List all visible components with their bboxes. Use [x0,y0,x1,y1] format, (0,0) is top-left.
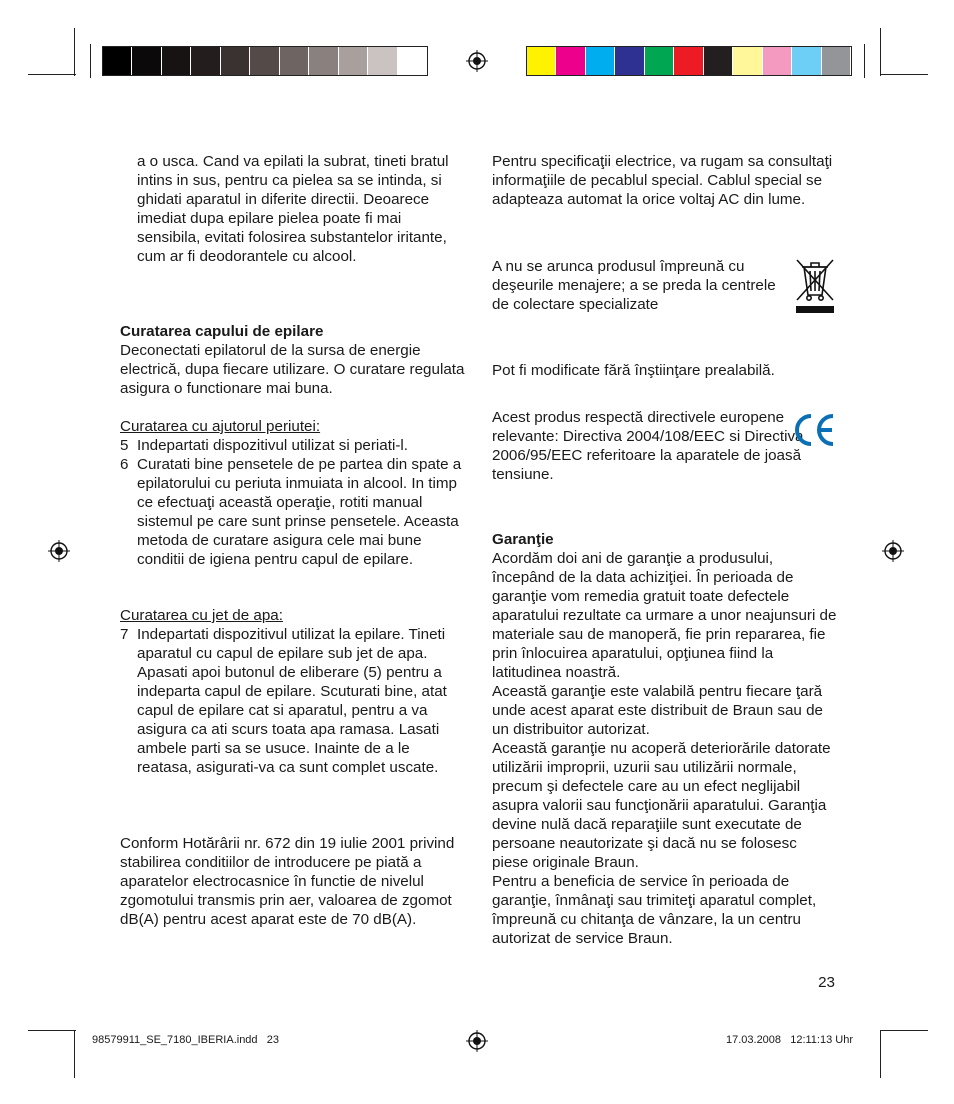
cleaning-intro-paragraph: Deconectati epilatorul de la sursa de energie electrică, dupa fiecare utilizare. O curatare regulata asigura o functionare mai buna. [120,342,465,397]
warranty-body [492,549,837,948]
footer-datetime: 17.03.2008 12:11:13 Uhr [725,1034,853,1046]
color-swatch [132,47,161,75]
crop-mark [74,28,75,76]
left-intro-paragraph: a o usca. Cand va epilati la subrat, tineti bratul intins in sus, pentru ca pielea sa se intinda, si ghidati aparatul in diferite directii. Deoarece imediat dupa epilare pielea poate fi mai sensibila, evitati folosirea substantelor iritante, cum ar fi deodorantele cu alcool. [137,153,449,265]
color-swatch [763,47,792,75]
registration-mark-icon [48,540,70,562]
crop-mark [864,44,865,78]
color-swatch [556,47,585,75]
warranty-paragraph: Acordăm doi ani de garanţie a produsului, începând de la data achiziţiei. În perioada de garanţie vom remedia gratuit toate defectele aparatului rezultate ca urmare a unor neajunsuri de materiale sau de manoperă, fie prin repararea, fie prin înlocuirea aparatului, opţiunea fiind la latitudinea noastră. [492,550,837,681]
list-item-number: 5 [120,437,129,454]
crop-mark [28,1030,76,1031]
color-calibration-bar [526,46,852,76]
subheading-water-text: Curatarea cu jet de apa: [120,607,283,624]
color-swatch [398,47,427,75]
list-item-text: Indepartati dispozitivul utilizat la epilare. Tineti aparatul cu capul de epilare sub jet de apa. Apasati apoi butonul de eliberare (5) pentru a indeparta capul de epilare. Scuturati bine, atat capul de epilare cat si aparatul, pentru a va asigura ca ati scurs toata apa ramasa. Lasati ambele parti sa se usuce. Inainte de a le reatasa, asigurati-va ca sunt complet uscate. [137,626,447,776]
modification-notice: Pot fi modificate fără înştiinţare prealabilă. [492,362,775,379]
warranty-paragraph: Această garanţie este valabilă pentru fiecare ţară unde acest aparat este distribuit de Braun sau de un distribuitor autorizat. [492,683,823,738]
color-swatch [191,47,220,75]
crop-mark [74,1030,75,1078]
color-swatch [527,47,556,75]
noise-regulation-paragraph: Conform Hotărârii nr. 672 din 19 iulie 2001 privind stabilirea conditiilor de introducere pe piată a aparatelor electrocasnice în functie de nivelul zgomotului transmis prin aer, valoarea de zgomot dB(A) pentru acest aparat este de 70 dB(A). [120,835,455,928]
color-swatch [103,47,132,75]
crop-mark [880,1030,881,1078]
grayscale-calibration-bar [102,46,428,76]
crop-mark [880,28,881,76]
warranty-heading: Garanţie [492,531,554,548]
list-item-number: 7 [120,626,129,643]
registration-mark-icon [466,1030,488,1052]
color-swatch [792,47,821,75]
warranty-paragraph: Pentru a beneficia de service în perioada de garanţie, înmânaţi sau trimiteţi aparatul complet, împreună cu chitanţa de vânzare, la un centru autorizat de service Braun. [492,873,817,947]
subheading-brush-cleaning [120,417,320,436]
color-swatch [221,47,250,75]
list-item [120,436,465,455]
registration-mark-icon [466,50,488,72]
color-swatch [309,47,338,75]
list-item-text: Curatati bine pensetele de pe partea din spate a epilatorului cu periuta inmuiata in alcool. In timp ce efectuaţi această operaţie, rotiti manual sistemul pe care sunt prinse pensetele. Aceasta metoda de curatare asigura cele mai bune conditii de igiena pentru capul de epilare. [137,456,462,568]
page-number: 23 [818,974,835,991]
warranty-paragraph: Această garanţie nu acoperă deteriorările datorate utilizării improprii, uzurii sau utilizării normale, precum şi defectele care au un efect neglijabil asupra valorii sau funcţionării aparatului. Garanţia devine nulă dacă reparaţiile sunt executate de persoane neautorizate şi dacă nu se folosesc piese originale Braun. [492,740,831,871]
list-item-number: 6 [120,456,129,473]
subheading-water-cleaning [120,606,283,625]
ce-mark-icon [792,412,836,448]
registration-mark-icon [882,540,904,562]
color-swatch [368,47,397,75]
color-swatch [250,47,279,75]
crop-mark [28,74,76,75]
list-item-text: Indepartati dispozitivul utilizat si periati-l. [137,437,408,454]
list-item [120,625,465,777]
subheading-brush-text: Curatarea cu ajutorul periutei: [120,418,321,435]
crop-mark [880,1030,928,1031]
color-swatch [645,47,674,75]
color-swatch [339,47,368,75]
color-swatch [280,47,309,75]
footer-file-name: 98579911_SE_7180_IBERIA.indd 23 [92,1034,279,1046]
color-swatch [586,47,615,75]
weee-disposal-text: A nu se arunca produsul împreună cu deşeurile menajere; a se preda la centrele de colectare specializate [492,258,776,313]
electrical-spec-paragraph: Pentru specificaţii electrice, va rugam sa consultaţi informaţiile de pecablul special. Cablul special se adapteaza automat la orice voltaj AC din lume. [492,153,833,208]
color-swatch [733,47,762,75]
color-swatch [674,47,703,75]
color-swatch [704,47,733,75]
crop-mark [90,44,91,78]
color-swatch [162,47,191,75]
color-swatch [615,47,644,75]
crop-mark [880,74,928,75]
section-heading-cleaning: Curatarea capului de epilare [120,323,324,340]
crossed-bin-icon [794,257,836,315]
color-swatch [822,47,851,75]
ce-directive-text: Acest produs respectă directivele europene relevante: Directiva 2004/108/EEC si Directiva 2006/95/EEC referitoare la aparatele de joasă tensiune. [492,409,804,483]
list-item [120,455,465,569]
